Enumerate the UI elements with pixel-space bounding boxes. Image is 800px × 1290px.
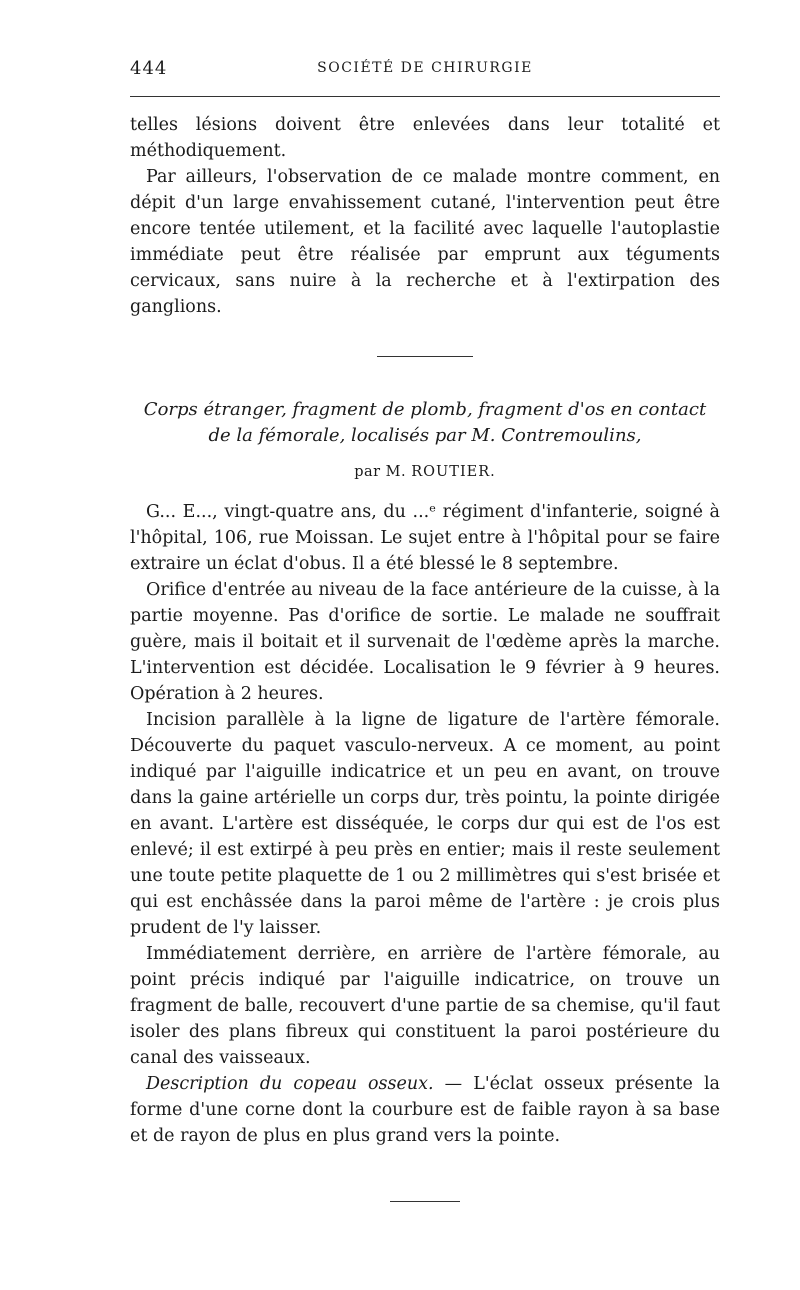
description-text: — L'éclat osseux présente la forme d'une corne dont la courbure est de faible rayon à sa base et de rayon de plus en plus grand vers la pointe. — [130, 1074, 720, 1146]
running-head — [130, 58, 720, 86]
continuation-paragraph: telles lésions doivent être enlevées dans leur totalité et méthodiquement. — [130, 115, 720, 161]
header-rule — [130, 96, 720, 97]
byline-author: ROUTIER. — [411, 464, 496, 480]
page-number: 444 — [130, 58, 168, 79]
description-heading: Description du copeau osseux. — [146, 1074, 434, 1094]
article-title-line-2: de la fémorale, localisés par M. Contremoulins, — [208, 425, 642, 446]
case-paragraph-1: G... E..., vingt-quatre ans, du ...ᵉ régiment d'infanterie, soigné à l'hôpital, 106, rue Moissan. Le sujet entre à l'hôpital pour se faire extraire un éclat d'obus. Il a été blessé le 8 septembre. — [130, 502, 720, 574]
article-title-line-1: Corps étranger, fragment de plomb, fragment d'os en contact — [143, 399, 707, 420]
end-separator — [390, 1201, 460, 1202]
article-title — [138, 397, 712, 449]
running-title: SOCIÉTÉ DE CHIRURGIE — [317, 60, 533, 76]
body-text — [130, 112, 720, 1202]
case-paragraph-5 — [130, 1071, 720, 1149]
conclusion-paragraph: Par ailleurs, l'observation de ce malade montre comment, en dépit d'un large envahissement cutané, l'intervention peut être encore tentée utilement, et la facilité avec laquelle l'autoplastie immédiate peut être réalisée par emprunt aux téguments cervicaux, sans nuire à la recherche et à l'extirpation des ganglions. — [130, 167, 720, 317]
case-paragraph-3: Incision parallèle à la ligne de ligature de l'artère fémorale. Découverte du paquet vasculo-nerveux. A ce moment, au point indiqué par l'aiguille indicatrice et un peu en avant, on trouve dans la gaine artérielle un corps dur, très pointu, la pointe dirigée en avant. L'artère est disséquée, le corps dur qui est de l'os est enlevé; il est extirpé à peu près en entier; mais il reste seulement une toute petite plaquette de 1 ou 2 millimètres qui s'est brisée et qui est enchâssée dans la paroi même de l'artère : je crois plus prudent de l'y laisser. — [130, 710, 720, 938]
byline-prefix: par M. — [354, 464, 407, 480]
case-paragraph-2: Orifice d'entrée au niveau de la face antérieure de la cuisse, à la partie moyenne. Pas d'orifice de sortie. Le malade ne souffrait guère, mais il boitait et il survenait de l'œdème après la marche. L'intervention est décidée. Localisation le 9 février à 9 heures. Opération à 2 heures. — [130, 580, 720, 704]
case-paragraph-4: Immédiatement derrière, en arrière de l'artère fémorale, au point précis indiqué par l'aiguille indicatrice, on trouve un fragment de balle, recouvert d'une partie de sa chemise, qu'il faut isoler des plans fibreux qui constituent la paroi postérieure du canal des vaisseaux. — [130, 944, 720, 1068]
article-byline — [130, 461, 720, 483]
